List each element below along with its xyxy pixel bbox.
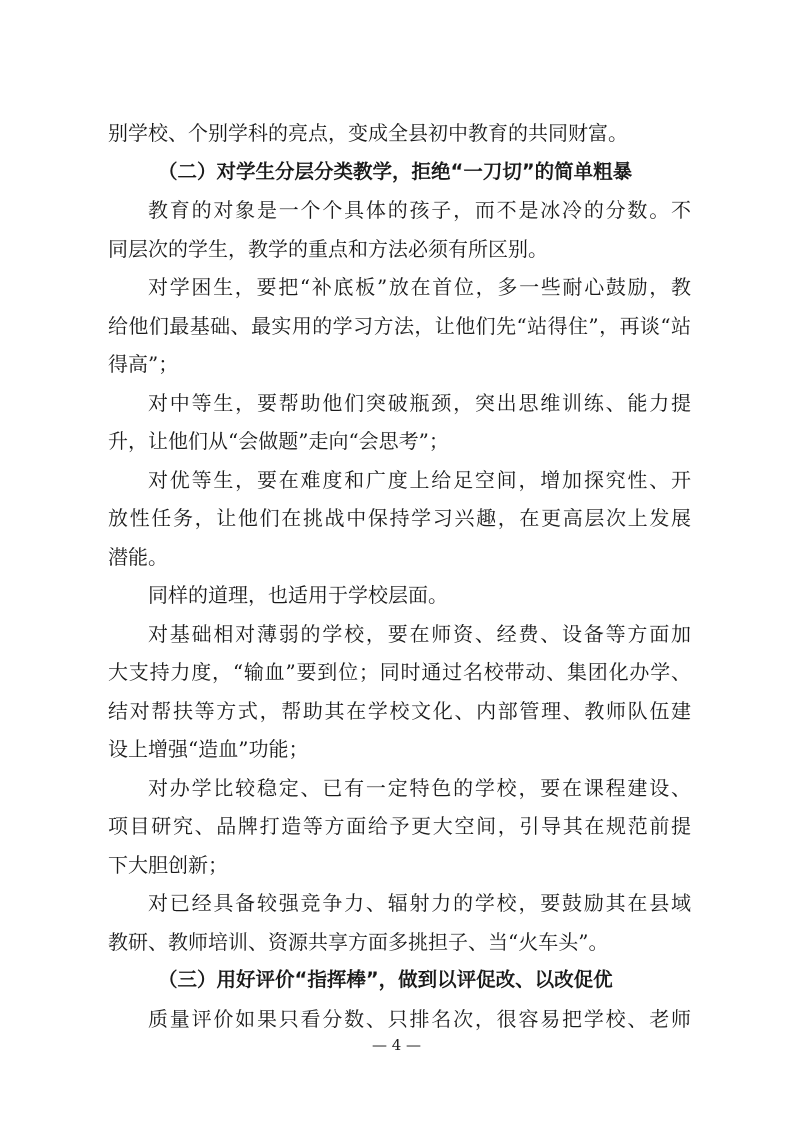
page-number: — 4 — [371, 1036, 422, 1054]
paragraph-line: 得高”； [108, 352, 179, 376]
paragraph-line: 项目研究、品牌打造等方面给予更大空间，引导其在规范前提 [108, 814, 691, 838]
paragraph-line: 对已经具备较强竞争力、辐射力的学校，要鼓励其在县域 [148, 891, 691, 915]
paragraph-line: 设上增强“造血”功能； [108, 737, 309, 761]
paragraph-line: 下大胆创新； [108, 852, 228, 877]
paragraph-line: 对中等生，要帮助他们突破瓶颈，突出思维训练、能力提 [148, 390, 691, 415]
paragraph-line: 大支持力度，“输血”要到位；同时通过名校带动、集团化办学、 [108, 660, 691, 684]
paragraph-line: 教研、教师培训、资源共享方面多挑担子、当“火车头”。 [108, 929, 609, 954]
paragraph-line: 对学困生，要把“补底板”放在首位，多一些耐心鼓励，教 [148, 275, 691, 299]
paragraph-line: 质量评价如果只看分数、只排名次，很容易把学校、老师 [148, 1006, 691, 1031]
section-heading: （三）用好评价“指挥棒”，做到以评促改、以改促优 [158, 968, 613, 991]
paragraph-line: 给他们最基础、最实用的学习方法，让他们先“站得住”，再谈“站 [108, 313, 691, 338]
paragraph-line: 潜能。 [108, 544, 168, 569]
paragraph-line: 对办学比较稳定、已有一定特色的学校，要在课程建设、 [148, 775, 691, 800]
paragraph-line: 升，让他们从“会做题”走向“会思考”； [108, 429, 449, 453]
section-heading: （二）对学生分层分类教学，拒绝“一刀切”的简单粗暴 [158, 159, 633, 183]
paragraph-line: 别学校、个别学科的亮点，变成全县初中教育的共同财富。 [108, 121, 628, 145]
document-body [108, 114, 691, 1038]
paragraph-line: 对优等生，要在难度和广度上给足空间，增加探究性、开 [148, 467, 691, 492]
paragraph-line: 对基础相对薄弱的学校，要在师资、经费、设备等方面加 [148, 621, 691, 646]
paragraph-line: 同样的道理，也适用于学校层面。 [148, 583, 448, 607]
paragraph-line: 同层次的学生，教学的重点和方法必须有所区别。 [108, 236, 548, 261]
paragraph-line: 结对帮扶等方式，帮助其在学校文化、内部管理、教师队伍建 [108, 698, 691, 723]
paragraph-line: 放性任务，让他们在挑战中保持学习兴趣，在更高层次上发展 [108, 506, 691, 530]
paragraph-line: 教育的对象是一个个具体的孩子，而不是冰冷的分数。不 [148, 198, 691, 222]
